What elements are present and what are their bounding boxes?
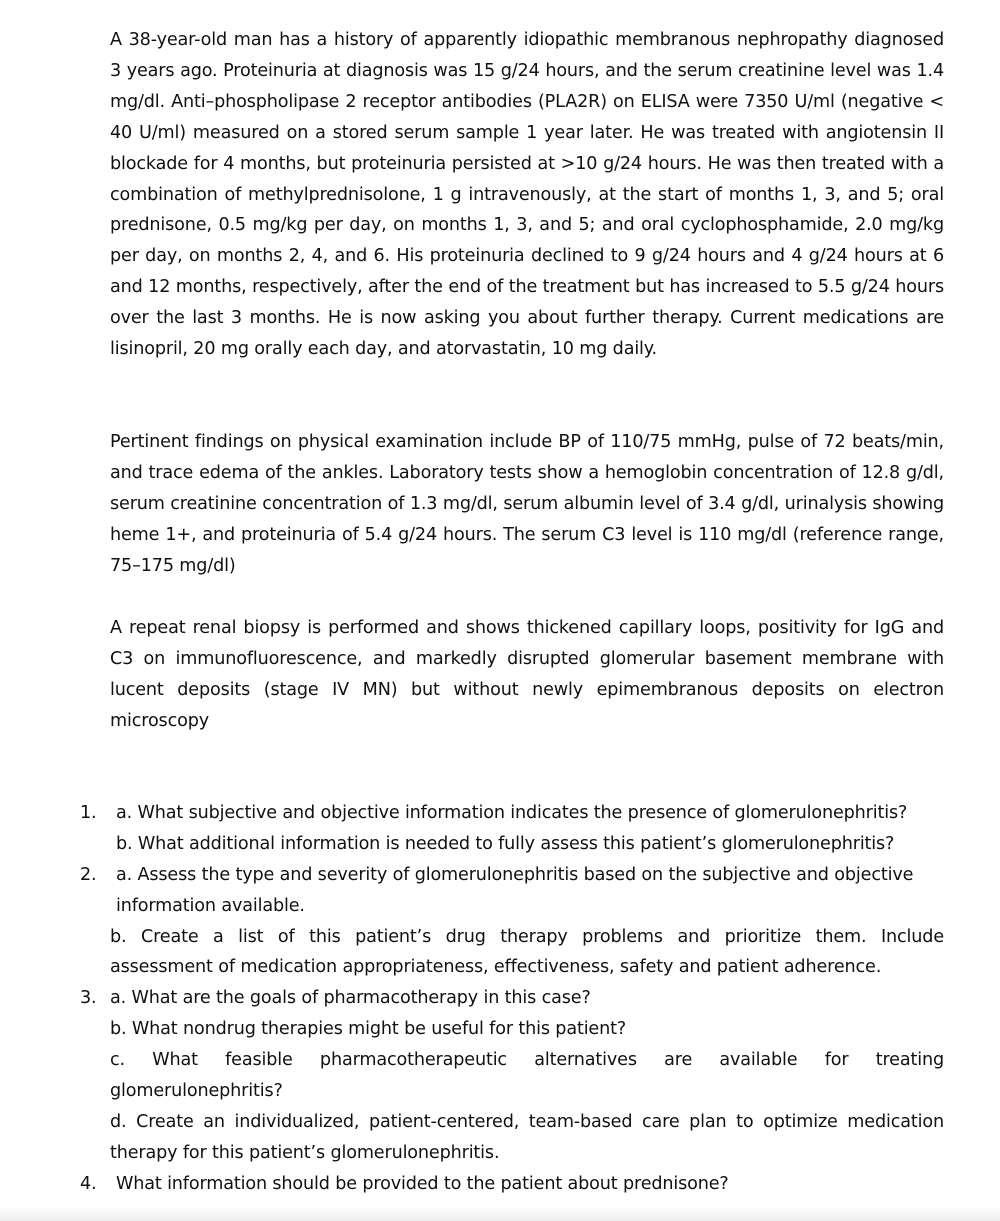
- question-number: 4.: [80, 1173, 97, 1194]
- question-text: therapy for this patient’s glomerulonephritis.: [110, 1142, 500, 1163]
- question-2-a: [0, 860, 1000, 891]
- page-bottom-edge: [0, 1207, 1000, 1221]
- question-text: a. What subjective and objective information indicates the presence of glomerulonephritis?: [116, 803, 908, 823]
- question-3-d-continued: [0, 1138, 1000, 1169]
- question-text: b. What additional information is needed to fully assess this patient’s glomerulonephritis?: [116, 833, 895, 854]
- question-3-c: [0, 1045, 1000, 1076]
- case-paragraph-findings: Pertinent findings on physical examination include BP of 110/75 mmHg, pulse of 72 beats/min, and trace edema of the ankles. Laboratory tests show a hemoglobin concentration of 12.8 g/dl, serum creatinine concentration of 1.3 mg/dl, serum albumin level of 3.4 g/dl, urinalysis showing heme 1+, and proteinuria of 5.4 g/24 hours. The serum C3 level is 110 mg/dl (reference range, 75–175 mg/dl): [110, 432, 944, 576]
- question-text: d. Create an individualized, patient-centered, team-based care plan to optimize medication: [110, 1111, 944, 1132]
- question-text: glomerulonephritis?: [110, 1081, 283, 1102]
- question-3-c-continued: [0, 1076, 1000, 1107]
- case-paragraph-biopsy: A repeat renal biopsy is performed and shows thickened capillary loops, positivity for IgG and C3 on immunofluorescence, and markedly disrupted glomerular basement membrane with lucent deposits (stage IV MN) but without newly epimembranous deposits on electron microscopy: [110, 618, 944, 731]
- question-text: b. What nondrug therapies might be useful for this patient?: [110, 1019, 627, 1040]
- question-3-d: [0, 1107, 1000, 1138]
- question-1-a: [0, 798, 1000, 829]
- question-text: a. What are the goals of pharmacotherapy in this case?: [110, 988, 591, 1009]
- question-1-b: [0, 829, 1000, 860]
- question-text: a. Assess the type and severity of glomerulonephritis based on the subjective and objective: [116, 864, 914, 885]
- question-3-a: [0, 983, 1000, 1014]
- question-text: assessment of medication appropriateness, effectiveness, safety and patient adherence.: [110, 957, 882, 978]
- question-2-b: [0, 922, 1000, 953]
- question-text: c. What feasible pharmacotherapeutic alternatives are available for treating: [110, 1050, 944, 1071]
- question-text: b. Create a list of this patient’s drug therapy problems and prioritize them. Include: [110, 926, 944, 947]
- question-text: What information should be provided to the patient about prednisone?: [116, 1173, 729, 1194]
- question-2-b-continued: [0, 952, 1000, 983]
- question-2-a-continued: [0, 891, 1000, 922]
- question-number: 3.: [80, 988, 97, 1009]
- case-paragraph-history: A 38-year-old man has a history of apparently idiopathic membranous nephropathy diagnosed 3 years ago. Proteinuria at diagnosis was 15 g/24 hours, and the serum creatinine level was 1.4 mg/dl. Anti–phospholipase 2 receptor antibodies (PLA2R) on ELISA were 7350 U/ml (negative < 40 U/ml) measured on a stored serum sample 1 year later. He was treated with angiotensin II blockade for 4 months, but proteinuria persisted at >10 g/24 hours. He was then treated with a combination of methylprednisolone, 1 g intravenously, at the start of months 1, 3, and 5; oral prednisone, 0.5 mg/kg per day, on months 1, 3, and 5; and oral cyclophosphamide, 2.0 mg/kg per day, on months 2, 4, and 6. His proteinuria declined to 9 g/24 hours and 4 g/24 hours at 6 and 12 months, respectively, after the end of the treatment but has increased to 5.5 g/24 hours over the last 3 months. He is now asking you about further therapy. Current medications are lisinopril, 20 mg orally each day, and atorvastatin, 10 mg daily.: [110, 30, 944, 360]
- question-number: 2.: [80, 864, 97, 885]
- question-3-b: [0, 1014, 1000, 1045]
- question-text: information available.: [116, 895, 305, 916]
- question-4: [0, 1169, 1000, 1200]
- question-number: 1.: [80, 803, 97, 823]
- question-list: [0, 798, 1000, 1200]
